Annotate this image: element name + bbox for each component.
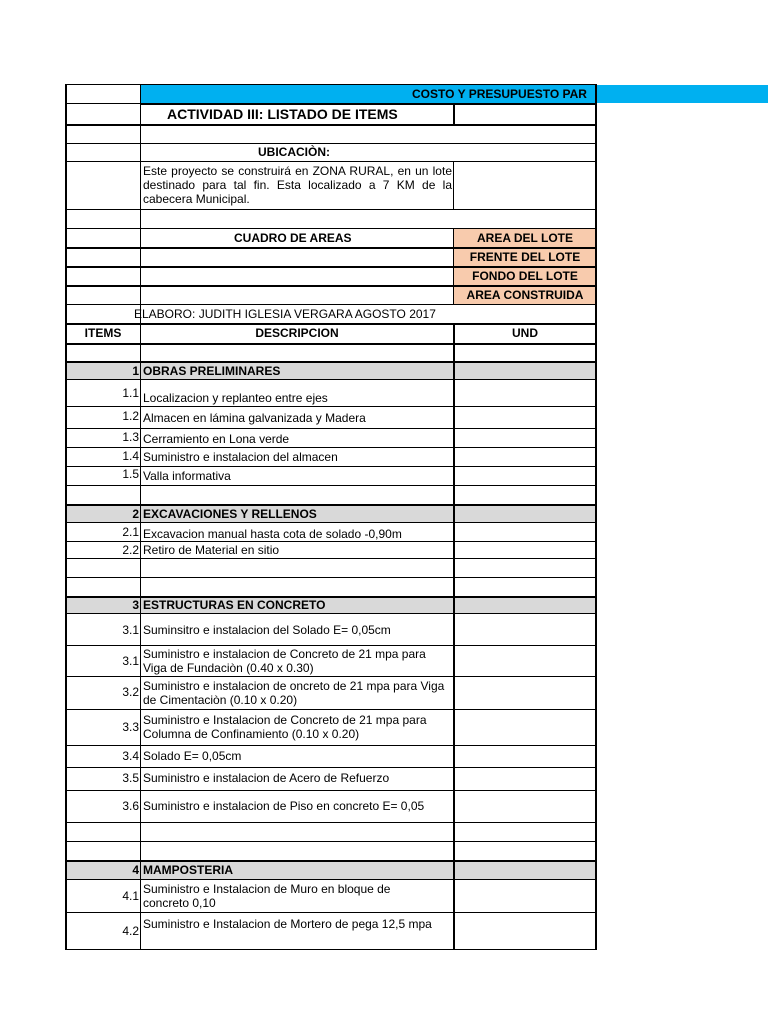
row-item: 1.1 bbox=[122, 386, 139, 400]
area-construida: AREA CONSTRUIDA bbox=[466, 288, 584, 302]
row-desc: Suministro e Instalacion de Concreto de 21 mpa para Columna de Confinamiento (0.10 x 0.20) bbox=[143, 713, 427, 741]
row-item: 4.1 bbox=[122, 889, 139, 903]
row-item: 4.2 bbox=[122, 924, 139, 938]
location-text: Este proyecto se construirá en ZONA RURAL, en un lote destinado para tal fin. Esta localizado a 7 KM de la cabecera Municipal. bbox=[143, 164, 452, 206]
col-und: UND bbox=[512, 326, 538, 340]
row-item: 1.3 bbox=[122, 430, 139, 444]
row-desc: Suministro e instalacion de Concreto de 21 mpa para Viga de Fundaciòn (0.40 x 0.30) bbox=[143, 647, 426, 675]
row-desc: Suministro e instalacion de Acero de Refuerzo bbox=[143, 771, 390, 785]
col-items: ITEMS bbox=[84, 326, 122, 340]
row-item: 1.4 bbox=[122, 449, 139, 463]
row-item: 3.5 bbox=[122, 771, 139, 785]
row-desc: EXCAVACIONES Y RELLENOS bbox=[143, 507, 317, 521]
row-desc: Excavacion manual hasta cota de solado -0,90m bbox=[143, 527, 402, 541]
row-item: 3.1 bbox=[122, 654, 139, 668]
row-desc: Suministro e instalacion de oncreto de 21 mpa para Viga de Cimentaciòn (0.10 x 0.20) bbox=[143, 679, 445, 707]
row-desc: Cerramiento en Lona verde bbox=[143, 432, 290, 446]
row-item: 1.5 bbox=[122, 467, 139, 481]
row-item: 4 bbox=[132, 863, 139, 877]
activity-title: ACTIVIDAD III: LISTADO DE ITEMS bbox=[167, 106, 398, 122]
row-desc: Retiro de Material en sitio bbox=[143, 543, 280, 557]
row-item: 2.2 bbox=[122, 543, 139, 557]
row-desc: Almacen en lámina galvanizada y Madera bbox=[143, 411, 366, 425]
row-desc: OBRAS PRELIMINARES bbox=[143, 364, 281, 378]
col-descripcion: DESCRIPCION bbox=[255, 326, 339, 340]
row-item: 1 bbox=[132, 364, 139, 378]
row-item: 2 bbox=[132, 507, 139, 521]
row-desc: Suministro e Instalacion de Muro en bloque de concreto 0,10 bbox=[143, 882, 391, 910]
row-item: 2.1 bbox=[122, 525, 139, 539]
frente-del-lote: FRENTE DEL LOTE bbox=[469, 250, 581, 264]
row-desc: Suminsitro e instalacion del Solado E= 0,05cm bbox=[143, 623, 391, 637]
row-item: 3.4 bbox=[122, 749, 139, 763]
row-item: 3.6 bbox=[122, 799, 139, 813]
row-desc: Suministro e Instalacion de Mortero de pega 12,5 mpa bbox=[143, 917, 432, 931]
author-line: ELABORO: JUDITH IGLESIA VERGARA AGOSTO 2017 bbox=[134, 307, 436, 321]
row-desc: Suministro e instalacion del almacen bbox=[143, 450, 338, 464]
row-desc: Localizacion y replanteo entre ejes bbox=[143, 391, 328, 405]
banner-title: COSTO Y PRESUPUESTO PAR bbox=[412, 87, 587, 101]
fondo-del-lote: FONDO DEL LOTE bbox=[472, 269, 578, 283]
row-desc: MAMPOSTERIA bbox=[143, 863, 233, 877]
row-item: 3.2 bbox=[122, 685, 139, 699]
areas-label: CUADRO DE AREAS bbox=[234, 231, 352, 245]
location-label: UBICACIÒN: bbox=[258, 145, 330, 159]
row-item: 3 bbox=[132, 598, 139, 612]
area-del-lote: AREA DEL LOTE bbox=[476, 231, 573, 245]
row-desc: Solado E= 0,05cm bbox=[143, 749, 242, 763]
row-item: 3.3 bbox=[122, 720, 139, 734]
row-item: 1.2 bbox=[122, 409, 139, 423]
row-item: 3.1 bbox=[122, 623, 139, 637]
row-desc: Valla informativa bbox=[143, 469, 231, 483]
row-desc: Suministro e instalacion de Piso en concreto E= 0,05 bbox=[143, 799, 425, 813]
row-desc: ESTRUCTURAS EN CONCRETO bbox=[143, 598, 326, 612]
